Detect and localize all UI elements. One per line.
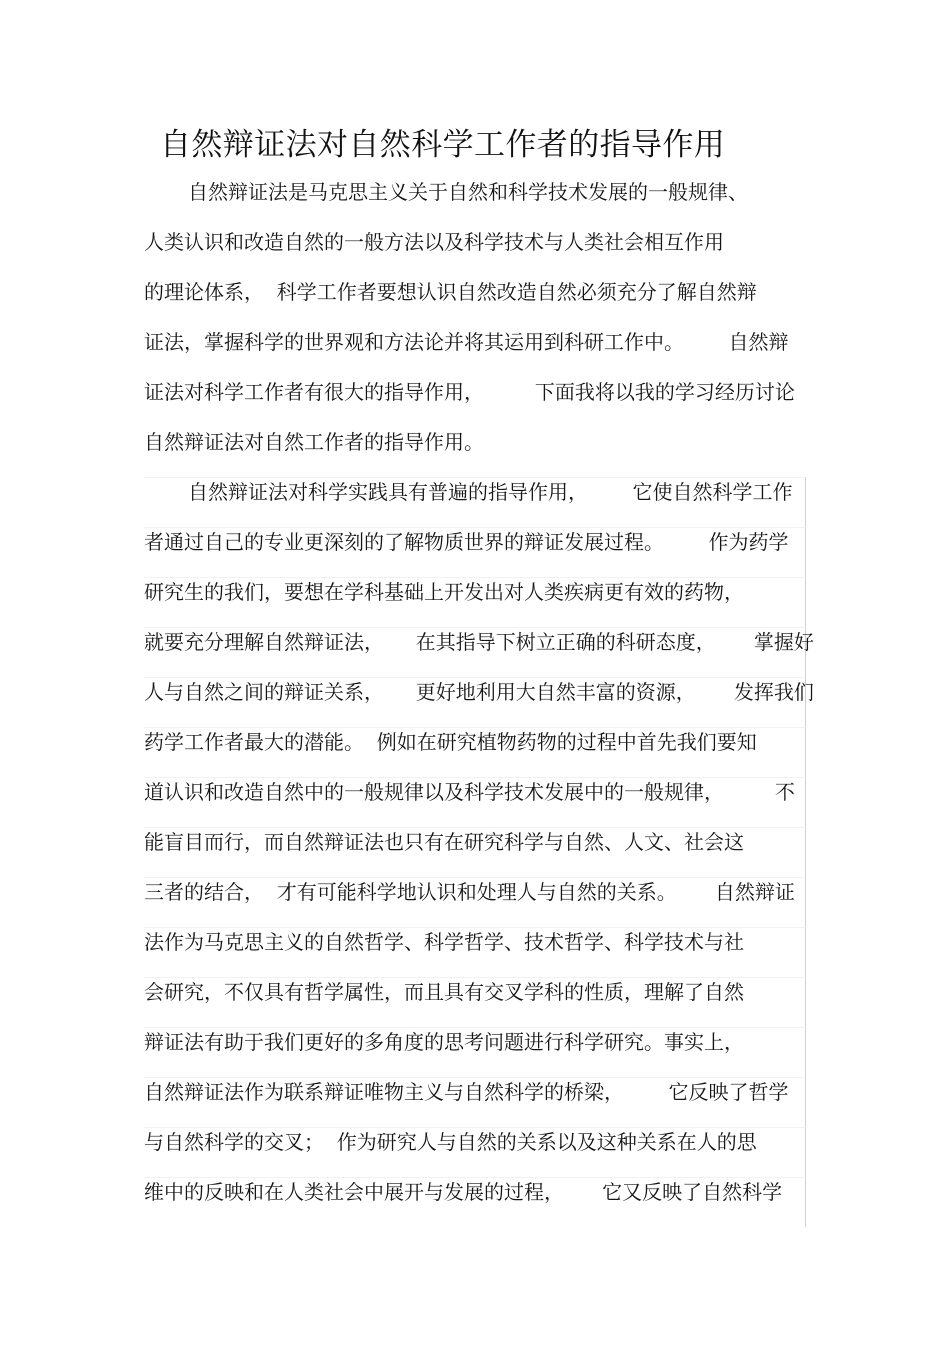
document-title: 自然辩证法对自然科学工作者的指导作用 bbox=[160, 127, 726, 163]
paragraph-2-line-4: 就要充分理解自然辩证法， 在其指导下树立正确的科研态度， 掌握好 bbox=[144, 630, 814, 654]
paragraph-1-line-2: 人类认识和改造自然的一般方法以及科学技术与人类社会相互作用 bbox=[144, 230, 724, 254]
paragraph-1-line-1: 自然辩证法是马克思主义关于自然和科学技术发展的一般规律、 bbox=[188, 180, 748, 204]
paragraph-2-line-13: 自然辩证法作为联系辩证唯物主义与自然科学的桥梁， 它反映了哲学 bbox=[144, 1080, 789, 1104]
paragraph-2-line-15: 维中的反映和在人类社会中展开与发展的过程， 它又反映了自然科学 bbox=[144, 1180, 783, 1204]
paragraph-2-line-12: 辩证法有助于我们更好的多角度的思考问题进行科学研究。事实上， bbox=[144, 1030, 744, 1054]
paragraph-2-line-5: 人与自然之间的辩证关系， 更好地利用大自然丰富的资源， 发挥我们 bbox=[144, 680, 814, 704]
paragraph-2-line-6: 药学工作者最大的潜能。 例如在研究植物药物的过程中首先我们要知 bbox=[144, 730, 757, 754]
paragraph-2-line-10: 法作为马克思主义的自然哲学、科学哲学、技术哲学、科学技术与社 bbox=[144, 930, 744, 954]
paragraph-2-line-11: 会研究，不仅具有哲学属性，而且具有交叉学科的性质，理解了自然 bbox=[144, 980, 744, 1004]
paragraph-2-line-9: 三者的结合， 才有可能科学地认识和处理人与自然的关系。 自然辩证 bbox=[144, 880, 795, 904]
paragraph-1-line-6: 自然辩证法对自然工作者的指导作用。 bbox=[144, 430, 484, 454]
paragraph-2-line-2: 者通过自己的专业更深刻的了解物质世界的辩证发展过程。 作为药学 bbox=[144, 530, 789, 554]
paragraph-2-line-3: 研究生的我们，要想在学科基础上开发出对人类疾病更有效的药物， bbox=[144, 580, 744, 604]
paragraph-2-line-8: 能盲目而行，而自然辩证法也只有在研究科学与自然、人文、社会这 bbox=[144, 830, 744, 854]
paragraph-2-line-1: 自然辩证法对科学实践具有普遍的指导作用， 它使自然科学工作 bbox=[188, 480, 793, 504]
paragraph-1-line-4: 证法，掌握科学的世界观和方法论并将其运用到科研工作中。 自然辩 bbox=[144, 330, 789, 354]
paragraph-1-line-3: 的理论体系， 科学工作者要想认识自然改造自然必须充分了解自然辩 bbox=[144, 280, 757, 304]
paragraph-2-line-7: 道认识和改造自然中的一般规律以及科学技术发展中的一般规律， 不 bbox=[144, 780, 795, 804]
paragraph-1-line-5: 证法对科学工作者有很大的指导作用， 下面我将以我的学习经历讨论 bbox=[144, 380, 795, 404]
paragraph-2-line-14: 与自然科学的交叉； 作为研究人与自然的关系以及这种关系在人的思 bbox=[144, 1130, 757, 1154]
